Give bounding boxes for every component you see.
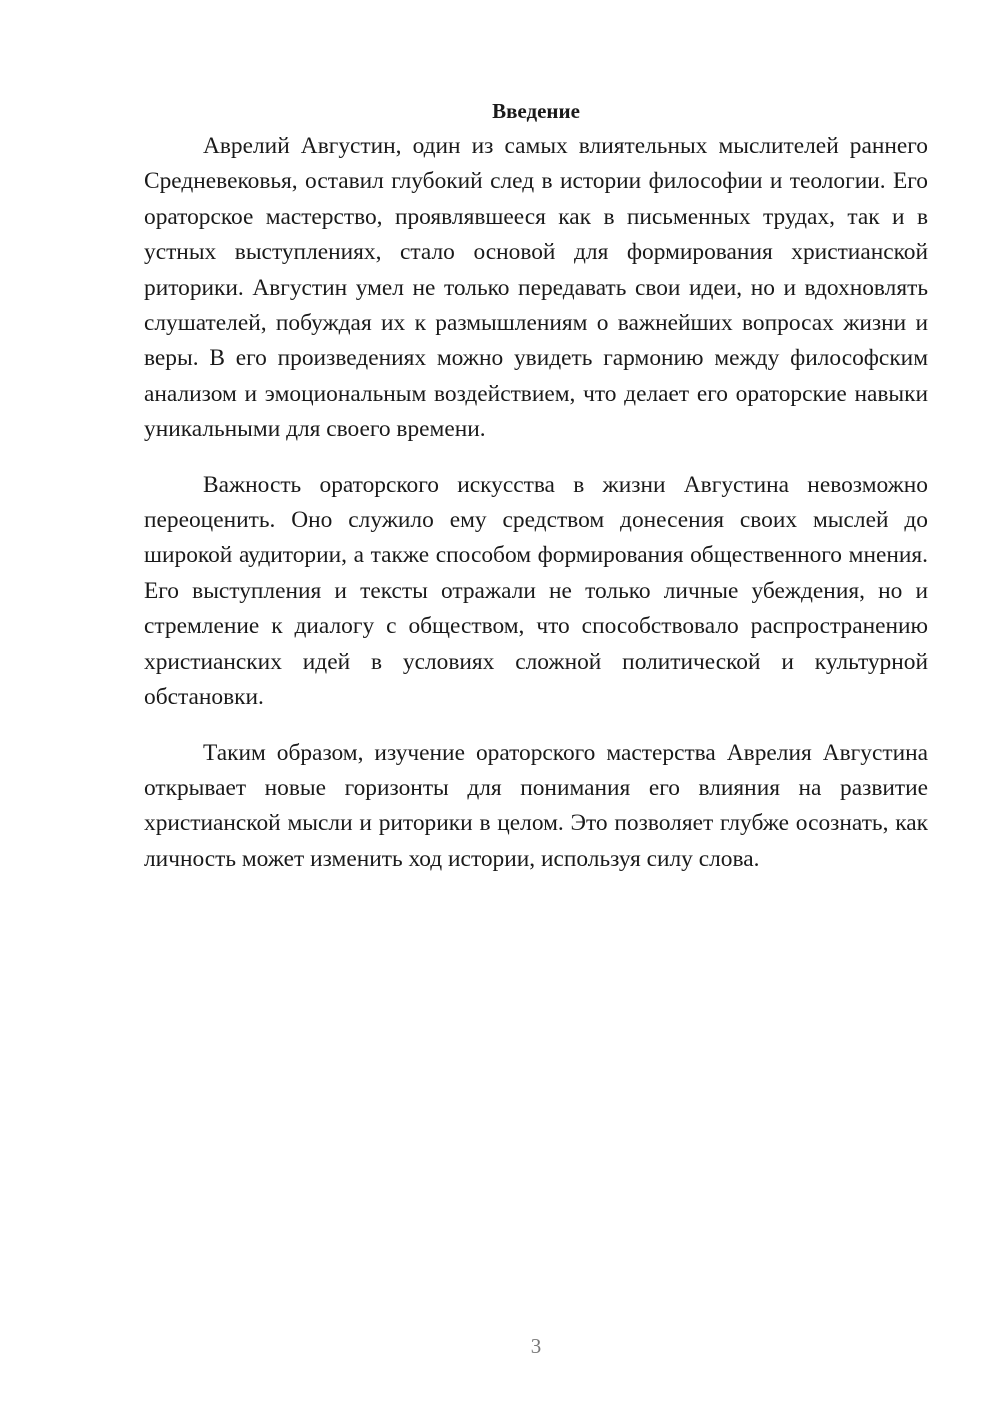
paragraph-3: Таким образом, изучение ораторского мастерства Аврелия Августина открывает новые горизонты для понимания его влияния на развитие христианской мысли и риторики в целом. Это позволяет глубже осознать, как личность может изменить ход истории, используя силу слова. <box>144 739 928 872</box>
page-content <box>144 94 928 877</box>
section-title: Введение <box>492 99 580 123</box>
page-number: 3 <box>530 1334 542 1358</box>
paragraph-2: Важность ораторского искусства в жизни Августина невозможно переоценить. Оно служило ему средством донесения своих мыслей до широкой аудитории, а также способом формирования общественного мнения. Его выступления и тексты отражали не только личные убеждения, но и стремление к диалогу с обществом, что способствовало распространению христианских идей в условиях сложной политической и культурной обстановки. <box>144 471 928 711</box>
paragraph-1: Аврелий Августин, один из самых влиятельных мыслителей раннего Средневековья, оставил глубокий след в истории философии и теологии. Его ораторское мастерство, проявлявшееся как в письменных трудах, так и в устных выступлениях, стало основой для формирования христианской риторики. Августин умел не только передавать свои идеи, но и вдохновлять слушателей, побуждая их к размышлениям о важнейших вопросах жизни и веры. В его произведениях можно увидеть гармонию между философским анализом и эмоциональным воздействием, что делает его ораторские навыки уникальными для своего времени. <box>144 133 928 443</box>
